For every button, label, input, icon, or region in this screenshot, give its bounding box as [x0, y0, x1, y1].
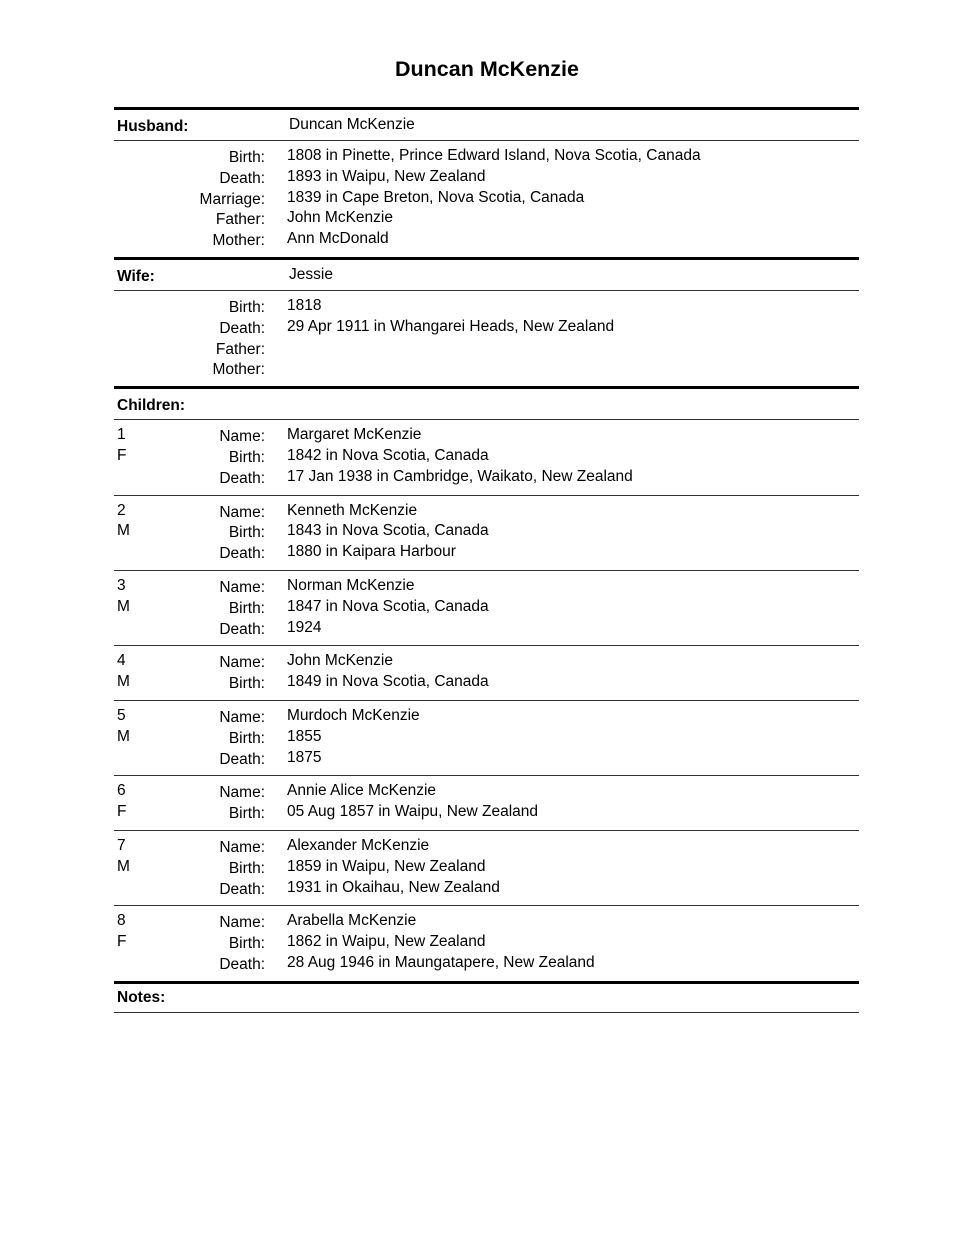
- field-row: [114, 468, 859, 489]
- field-row: [114, 619, 859, 640]
- child-number: 4: [117, 652, 126, 670]
- field-row: [114, 318, 859, 339]
- field-label: Death:: [219, 469, 265, 487]
- field-value: 1931 in Okaihau, New Zealand: [287, 878, 500, 896]
- field-row: [114, 933, 859, 954]
- child-sex: M: [117, 673, 130, 691]
- field-label: Death:: [219, 169, 265, 187]
- field-row: [114, 782, 859, 803]
- field-row: [114, 577, 859, 598]
- field-value: 1924: [287, 618, 322, 636]
- child-sex: M: [117, 727, 130, 745]
- field-label: Death:: [219, 319, 265, 337]
- child-number: 7: [117, 836, 126, 854]
- field-row: [114, 297, 859, 318]
- children-label: Children:: [117, 397, 186, 415]
- field-value: 28 Aug 1946 in Maungatapere, New Zealand: [287, 953, 595, 971]
- field-label: Birth:: [228, 675, 265, 693]
- field-label: Death:: [219, 545, 265, 563]
- wife-header: [114, 260, 859, 290]
- field-label: Father:: [215, 211, 265, 229]
- child-sex: M: [117, 522, 130, 540]
- field-value: 1808 in Pinette, Prince Edward Island, Nova Scotia, Canada: [287, 147, 701, 164]
- children-list: [114, 420, 859, 984]
- field-label: Birth:: [228, 298, 265, 316]
- field-label: Name:: [219, 428, 265, 446]
- field-label: Death:: [219, 880, 265, 898]
- field-row: [114, 543, 859, 564]
- field-value: 1839 in Cape Breton, Nova Scotia, Canada: [287, 188, 585, 206]
- divider-thin: [114, 1012, 859, 1013]
- field-value: Arabella McKenzie: [287, 912, 417, 930]
- child-entry: [114, 831, 859, 905]
- field-value: 05 Aug 1857 in Waipu, New Zealand: [287, 803, 539, 821]
- page-title: Duncan McKenzie: [395, 57, 579, 81]
- wife-label: Wife:: [117, 267, 155, 285]
- child-number: 6: [117, 782, 126, 800]
- field-row: [114, 879, 859, 900]
- field-value: 1818: [287, 296, 322, 314]
- child-entry: [114, 906, 859, 980]
- field-label: Marriage:: [199, 190, 265, 208]
- field-value: 1875: [287, 748, 322, 766]
- child-sex: F: [117, 803, 127, 821]
- field-row: [114, 652, 859, 673]
- child-entry: [114, 646, 859, 700]
- field-row: [114, 912, 859, 933]
- child-number: 8: [117, 912, 126, 930]
- field-row: [114, 954, 859, 975]
- child-number: 3: [117, 576, 126, 594]
- field-row: [114, 168, 859, 189]
- family-group-sheet: [114, 107, 859, 1013]
- field-label: Name:: [219, 838, 265, 856]
- child-number: 5: [117, 706, 126, 724]
- field-label: Name:: [219, 654, 265, 672]
- notes-header: [114, 984, 859, 1012]
- field-value: 1862 in Waipu, New Zealand: [287, 933, 486, 951]
- field-label: Name:: [219, 708, 265, 726]
- field-label: Birth:: [228, 729, 265, 747]
- child-number: 1: [117, 426, 126, 444]
- field-row: [114, 707, 859, 728]
- field-value: 17 Jan 1938 in Cambridge, Waikato, New Zealand: [287, 467, 633, 485]
- field-value: 1843 in Nova Scotia, Canada: [287, 522, 489, 540]
- field-row: [114, 359, 859, 380]
- husband-header: [114, 110, 859, 140]
- field-label: Name:: [219, 784, 265, 802]
- child-number: 2: [117, 501, 126, 519]
- child-entry: [114, 701, 859, 775]
- field-label: Name:: [219, 578, 265, 596]
- field-label: Name:: [219, 914, 265, 932]
- field-label: Birth:: [228, 448, 265, 466]
- field-row: [114, 522, 859, 543]
- field-label: Name:: [219, 503, 265, 521]
- child-entry: [114, 571, 859, 645]
- field-value: Kenneth McKenzie: [287, 501, 418, 519]
- child-sex: F: [117, 446, 127, 464]
- child-sex: F: [117, 933, 127, 951]
- field-value: Murdoch McKenzie: [287, 706, 420, 724]
- field-label: Mother:: [212, 361, 265, 379]
- field-value: 1847 in Nova Scotia, Canada: [287, 597, 489, 615]
- field-value: Norman McKenzie: [287, 576, 415, 594]
- field-row: [114, 147, 859, 168]
- field-row: [114, 858, 859, 879]
- field-label: Birth:: [228, 935, 265, 953]
- field-row: [114, 339, 859, 360]
- field-value: 1859 in Waipu, New Zealand: [287, 857, 486, 875]
- field-value: 1849 in Nova Scotia, Canada: [287, 673, 489, 691]
- field-value: 1880 in Kaipara Harbour: [287, 543, 456, 561]
- field-value: 1855: [287, 727, 322, 745]
- child-entry: [114, 776, 859, 830]
- field-label: Birth:: [228, 805, 265, 823]
- field-row: [114, 230, 859, 251]
- field-row: [114, 447, 859, 468]
- field-row: [114, 803, 859, 824]
- wife-name: Jessie: [289, 265, 333, 283]
- children-header: [114, 389, 859, 419]
- field-row: [114, 502, 859, 523]
- wife-fields: [114, 291, 859, 386]
- field-label: Birth:: [228, 859, 265, 877]
- field-value: 29 Apr 1911 in Whangarei Heads, New Zealand: [287, 317, 615, 335]
- husband-fields: [114, 141, 859, 257]
- notes-label: Notes:: [117, 988, 166, 1006]
- field-row: [114, 209, 859, 230]
- field-label: Mother:: [212, 232, 265, 250]
- field-value: Ann McDonald: [287, 230, 389, 248]
- field-label: Death:: [219, 955, 265, 973]
- field-value: John McKenzie: [287, 209, 393, 227]
- field-row: [114, 728, 859, 749]
- field-value: 1842 in Nova Scotia, Canada: [287, 446, 489, 464]
- field-label: Death:: [219, 620, 265, 638]
- field-row: [114, 673, 859, 694]
- child-entry: [114, 420, 859, 494]
- field-label: Father:: [215, 340, 265, 358]
- field-value: 1893 in Waipu, New Zealand: [287, 167, 486, 185]
- field-label: Death:: [219, 750, 265, 768]
- field-row: [114, 749, 859, 770]
- field-row: [114, 598, 859, 619]
- husband-name: Duncan McKenzie: [289, 116, 415, 133]
- field-row: [114, 426, 859, 447]
- field-value: Alexander McKenzie: [287, 836, 430, 854]
- field-value: Annie Alice McKenzie: [287, 782, 437, 800]
- field-value: Margaret McKenzie: [287, 426, 422, 444]
- husband-label: Husband:: [117, 118, 189, 135]
- field-row: [114, 189, 859, 210]
- field-label: Birth:: [228, 149, 265, 166]
- field-label: Birth:: [228, 524, 265, 542]
- field-label: Birth:: [228, 599, 265, 617]
- field-value: John McKenzie: [287, 652, 393, 670]
- child-sex: M: [117, 857, 130, 875]
- child-entry: [114, 496, 859, 570]
- field-row: [114, 837, 859, 858]
- child-sex: M: [117, 597, 130, 615]
